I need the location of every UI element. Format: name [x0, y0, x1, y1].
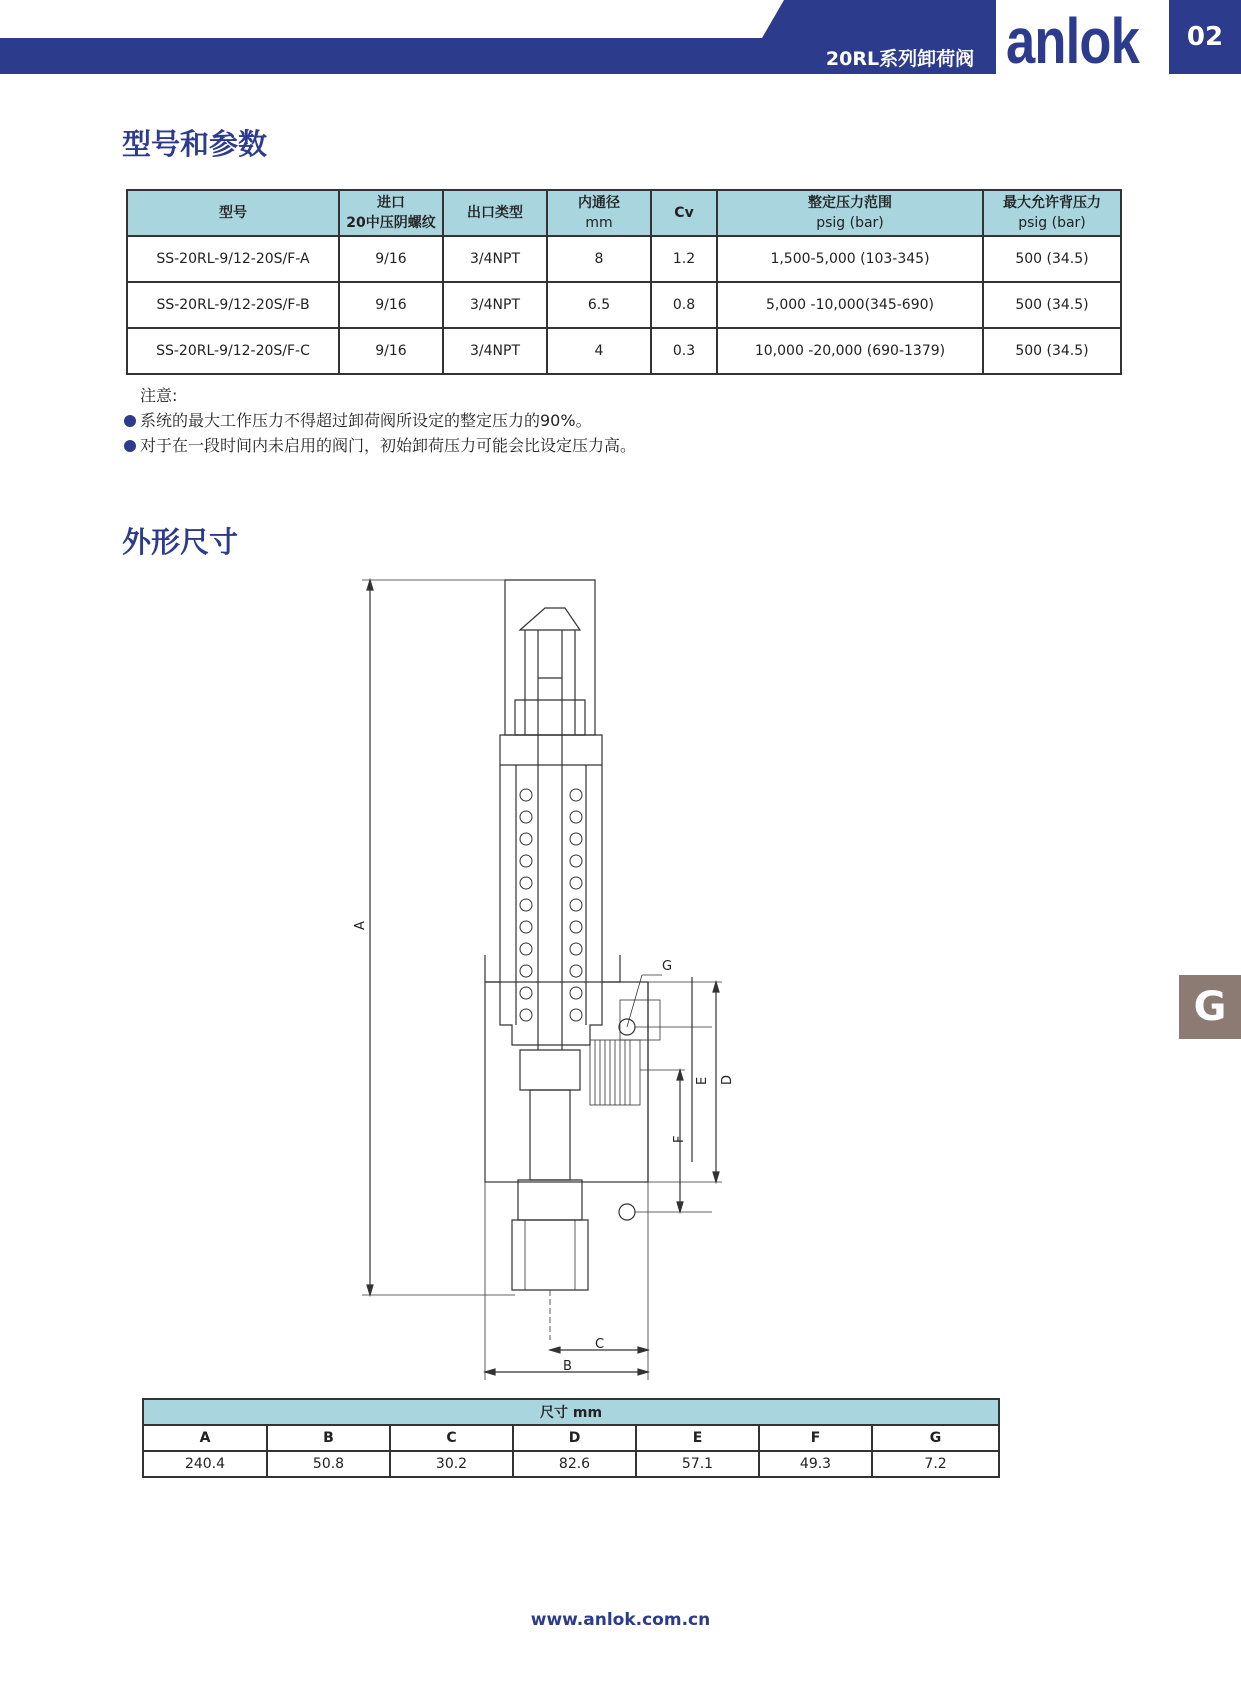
dims-value: 30.2	[390, 1451, 513, 1477]
spring-coils-left	[520, 789, 532, 1021]
cell-bore: 6.5	[547, 282, 651, 328]
cell-inlet: 9/16	[339, 282, 443, 328]
header-model: 型号	[127, 190, 339, 236]
dims-value: 50.8	[267, 1451, 390, 1477]
cell-back-pressure: 500 (34.5)	[983, 236, 1121, 282]
section-title-dimensions: 外形尺寸	[122, 525, 239, 559]
header-bore-line2: mm	[585, 215, 613, 231]
cell-set-pressure: 5,000 -10,000(345-690)	[717, 282, 983, 328]
spring-coils-right	[570, 789, 582, 1021]
cell-bore: 4	[547, 328, 651, 374]
notes-title: 注意:	[140, 386, 178, 405]
footer-url[interactable]: www.anlok.com.cn	[530, 1610, 711, 1630]
dims-value: 57.1	[636, 1451, 759, 1477]
dims-caption-row	[143, 1399, 999, 1425]
dim-label-b: B	[563, 1359, 572, 1374]
cell-inlet: 9/16	[339, 328, 443, 374]
dims-header: A	[143, 1425, 267, 1451]
dim-label-c: C	[595, 1337, 605, 1352]
cell-back-pressure: 500 (34.5)	[983, 328, 1121, 374]
note-item	[124, 408, 636, 433]
header-bore-line1: 内通径	[578, 195, 620, 211]
table-row	[143, 1451, 999, 1477]
dims-header: B	[267, 1425, 390, 1451]
dim-label-g: G	[662, 959, 673, 974]
dims-value: 240.4	[143, 1451, 267, 1477]
cell-model: SS-20RL-9/12-20S/F-B	[127, 282, 339, 328]
header-set-pressure-line1: 整定压力范围	[808, 195, 892, 211]
cell-cv: 1.2	[651, 236, 717, 282]
spec-table	[126, 189, 1122, 375]
dims-value: 7.2	[872, 1451, 999, 1477]
dims-caption: 尺寸 mm	[143, 1399, 999, 1425]
dims-value: 49.3	[759, 1451, 872, 1477]
bullet-icon	[124, 415, 136, 427]
dim-label-a: A	[353, 921, 368, 930]
dims-header-row	[143, 1425, 999, 1451]
table-row	[127, 328, 1121, 374]
header-back-pressure-line1: 最大允许背压力	[1003, 195, 1101, 211]
dims-header: C	[390, 1425, 513, 1451]
header-inlet-line1: 进口	[377, 195, 405, 211]
header-back-pressure-line2: psig (bar)	[1018, 215, 1086, 231]
cell-set-pressure: 10,000 -20,000 (690-1379)	[717, 328, 983, 374]
dims-header: G	[872, 1425, 999, 1451]
dim-label-f: F	[672, 1135, 687, 1143]
page-number: 02	[1169, 0, 1241, 74]
spec-header-row	[127, 190, 1121, 236]
dims-header: E	[636, 1425, 759, 1451]
cell-model: SS-20RL-9/12-20S/F-C	[127, 328, 339, 374]
bullet-icon	[124, 440, 136, 452]
dims-header: D	[513, 1425, 636, 1451]
dim-label-d: D	[720, 1074, 735, 1085]
header-bore	[547, 190, 651, 236]
notes	[124, 383, 636, 458]
brand-logo: anlok	[1006, 5, 1139, 77]
header-outlet: 出口类型	[443, 190, 547, 236]
cell-inlet: 9/16	[339, 236, 443, 282]
cell-set-pressure: 1,500-5,000 (103-345)	[717, 236, 983, 282]
cell-cv: 0.8	[651, 282, 717, 328]
table-row	[127, 236, 1121, 282]
note-item	[124, 433, 636, 458]
cell-outlet: 3/4NPT	[443, 282, 547, 328]
cell-outlet: 3/4NPT	[443, 328, 547, 374]
cell-model: SS-20RL-9/12-20S/F-A	[127, 236, 339, 282]
table-row	[127, 282, 1121, 328]
cell-back-pressure: 500 (34.5)	[983, 282, 1121, 328]
note-text: 对于在一段时间内未启用的阀门，初始卸荷压力可能会比设定压力高。	[140, 436, 637, 455]
header-set-pressure	[717, 190, 983, 236]
dims-header: F	[759, 1425, 872, 1451]
dimensions-table	[142, 1398, 1000, 1478]
cell-outlet: 3/4NPT	[443, 236, 547, 282]
header-set-pressure-line2: psig (bar)	[816, 215, 884, 231]
valve-drawing	[340, 570, 760, 1385]
header-inlet	[339, 190, 443, 236]
dim-label-e: E	[695, 1076, 710, 1085]
section-tab: G	[1179, 975, 1241, 1039]
note-text: 系统的最大工作压力不得超过卸荷阀所设定的整定压力的90%。	[140, 411, 592, 430]
header-back-pressure	[983, 190, 1121, 236]
cell-bore: 8	[547, 236, 651, 282]
series-title: 20RL系列卸荷阀	[825, 48, 975, 70]
header-cv: Cv	[651, 190, 717, 236]
cell-cv: 0.3	[651, 328, 717, 374]
section-title-models: 型号和参数	[122, 127, 268, 161]
dims-value: 82.6	[513, 1451, 636, 1477]
header-inlet-line2: 20中压阴螺纹	[346, 215, 436, 231]
